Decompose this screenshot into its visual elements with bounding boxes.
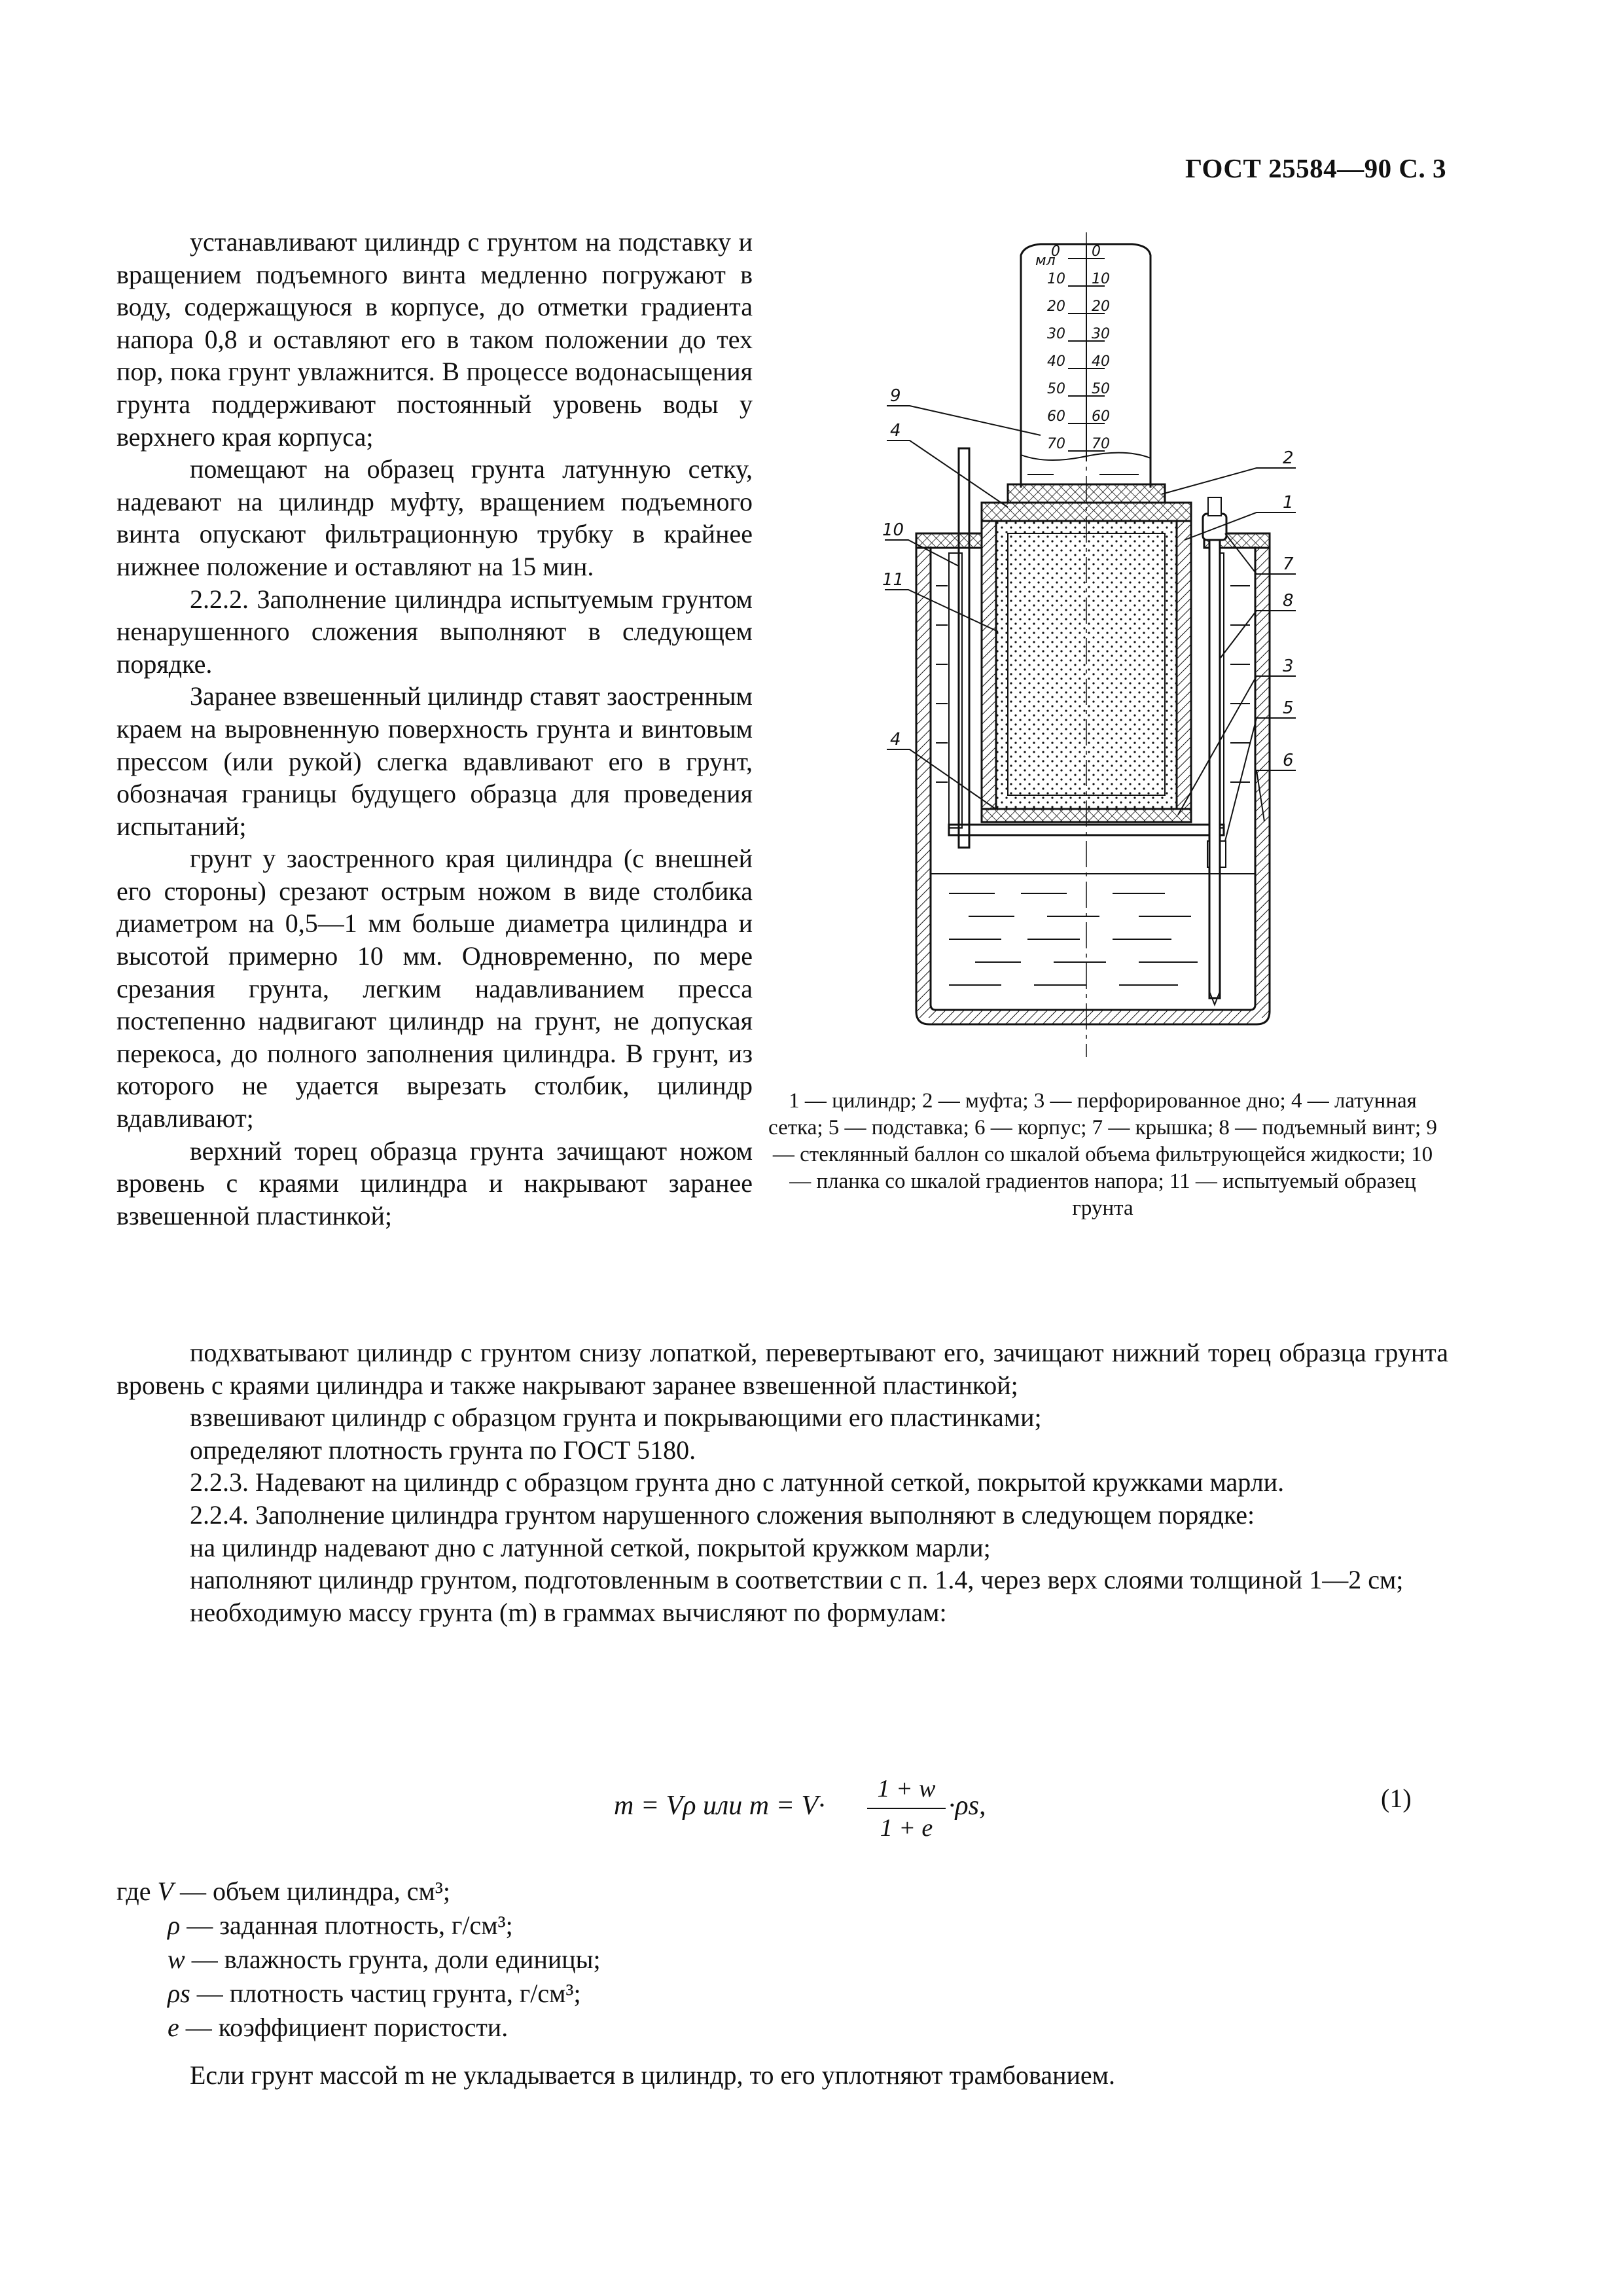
paragraph: наполняют цилиндр грунтом, подготовленным в соответствии с п. 1.4, через верх слоями толщиной 1—2 см; <box>190 1565 1404 1595</box>
definition-row <box>116 1943 1098 1977</box>
paragraph: 2.2.2. Заполнение цилиндра испытуемым грунтом ненарушенного сложения выполняют в следующем порядке. <box>116 584 753 679</box>
definition-row <box>116 2011 1098 2045</box>
apparatus-figure <box>882 232 1322 1057</box>
wide-column <box>116 1336 1448 1628</box>
definition-text: — объем цилиндра, см³; <box>179 1876 450 1906</box>
label-9: 9 <box>890 386 901 406</box>
scale-mark: 40 <box>1092 353 1110 370</box>
label-6: 6 <box>1283 751 1294 770</box>
formula-fraction <box>867 1772 946 1844</box>
scale-mark: 30 <box>1047 326 1065 342</box>
figure-caption: 1 — цилиндр; 2 — муфта; 3 — перфорированное дно; 4 — латунная сетка; 5 — подставка; 6 — корпус; 7 — крышка; 8 — подъемный винт; 9 — стеклянный баллон со шкалой объема фильтрующейся жидкости; 10 — планка со шкалой градиентов напора; 11 — испытуемый образец грунта <box>768 1089 1437 1220</box>
definition-text: — плотность частиц грунта, г/см³; <box>196 1979 581 2008</box>
definition-symbol: w <box>168 1945 185 1974</box>
label-3: 3 <box>1283 656 1294 676</box>
scale-mark: 70 <box>1092 436 1110 452</box>
definition-symbol: ρ <box>168 1910 181 1940</box>
definition-row <box>116 1909 1098 1943</box>
definition-text: — коэффициент пористости. <box>185 2013 508 2042</box>
definition-row <box>116 1977 1098 2011</box>
scale-mark: 20 <box>1092 298 1110 315</box>
scale-mark: 50 <box>1092 381 1110 397</box>
paragraph: взвешивают цилиндр с образцом грунта и покрывающими его пластинками; <box>190 1403 1042 1433</box>
page-header: ГОСТ 25584—90 С. 3 <box>1185 153 1446 183</box>
scale-mark: 10 <box>1092 271 1110 287</box>
definition-symbol: ρs <box>168 1979 190 2008</box>
definition-row <box>116 1874 1098 1909</box>
scale-mark: 20 <box>1047 298 1065 315</box>
label-4-bottom: 4 <box>890 730 901 749</box>
paragraph: верхний торец образца грунта зачищают ножом вровень с краями цилиндра и накрывают заранее взвешенной пластинкой; <box>116 1136 753 1230</box>
paragraph: подхватывают цилиндр с грунтом снизу лопаткой, перевертывают его, зачищают нижний торец образца грунта вровень с краями цилиндра и также накрывают заранее взвешенной пластинкой; <box>116 1338 1448 1400</box>
definition-text: — влажность грунта, доли единицы; <box>191 1945 601 1974</box>
paragraph: на цилиндр надевают дно с латунной сеткой, покрытой кружком марли; <box>190 1532 991 1562</box>
paragraph: Заранее взвешенный цилиндр ставят заостренным краем на выровненную поверхность грунта и винтовым прессом (или рукой) слегка вдавливают его в грунт, обозначая границы будущего образца для проведения испытаний; <box>116 681 753 841</box>
scale-mark: 40 <box>1047 353 1065 370</box>
label-7: 7 <box>1283 554 1294 574</box>
scale-marks <box>1047 243 1110 452</box>
narrow-column <box>116 226 753 1232</box>
paragraph: определяют плотность грунта по ГОСТ 5180. <box>190 1435 696 1465</box>
paragraph: необходимую массу грунта (m) в граммах вычисляют по формулам: <box>190 1597 947 1627</box>
scale-mark: 0 <box>1051 243 1060 260</box>
label-8: 8 <box>1283 591 1294 611</box>
definitions <box>116 1874 1098 2045</box>
definition-text: — заданная плотность, г/см³; <box>187 1910 513 1940</box>
formula-lhs: m = Vρ или m = V· <box>614 1791 825 1821</box>
graduated-scale <box>1035 243 1110 461</box>
label-4-top: 4 <box>890 421 901 440</box>
scale-mark: 0 <box>1092 243 1101 260</box>
paragraph: 2.2.3. Надевают на цилиндр с образцом грунта дно с латунной сеткой, покрытой кружками марли. <box>190 1467 1285 1498</box>
label-10: 10 <box>882 520 904 540</box>
label-1: 1 <box>1283 493 1294 512</box>
paragraph: грунт у заостренного края цилиндра (с внешней его стороны) срезают острым ножом в виде столбика диаметром на 0,5—1 мм больше диаметра цилиндра и высотой примерно 10 мм. Одновременно, по мере срезания грунта, легким надавливанием пресса постепенно надвигают цилиндр на грунт, не допуская перекоса, до полного заполнения цилиндра. В грунт, из которого не удается вырезать столбик, цилиндр вдавливают; <box>116 844 753 1134</box>
definitions-prefix: где <box>116 1876 151 1906</box>
formula-denominator: 1 + e <box>880 1814 933 1842</box>
formula <box>609 1772 1080 1857</box>
formula-numerator: 1 + w <box>877 1775 936 1803</box>
formula-number: (1) <box>1381 1784 1412 1813</box>
label-2: 2 <box>1283 448 1294 468</box>
label-11: 11 <box>882 570 904 590</box>
closing-sentence: Если грунт массой m не укладывается в цилиндр, то его уплотняют трамбованием. <box>190 2060 1115 2090</box>
definition-symbol: e <box>168 2013 179 2042</box>
paragraph: помещают на образец грунта латунную сетку, надевают на цилиндр муфту, вращением подъемного винта опускают фильтрационную трубку в крайнее нижнее положение и оставляют на 15 мин. <box>116 454 753 581</box>
scale-mark: 50 <box>1047 381 1065 397</box>
fraction-bar <box>867 1808 946 1809</box>
apparatus-drawing <box>882 232 1322 1057</box>
paragraph: устанавливают цилиндр с грунтом на подставку и вращением подъемного винта медленно погружают в воду, содержащуюся в корпусе, до отметки градиента напора 0,8 и оставляют его в таком положении до тех пор, пока грунт увлажнится. В процессе водонасыщения грунта поддерживают постоянный уровень воды у верхнего края корпуса; <box>116 227 753 452</box>
formula-tail: ·ρs, <box>948 1791 986 1821</box>
scale-mark: 70 <box>1047 436 1065 452</box>
scale-mark: 30 <box>1092 326 1110 342</box>
definition-symbol: V <box>157 1876 173 1906</box>
scale-mark: 10 <box>1047 271 1065 287</box>
label-5: 5 <box>1283 698 1294 718</box>
scale-mark: 60 <box>1092 408 1110 425</box>
scale-unit: мл <box>1035 253 1056 269</box>
scale-mark: 60 <box>1047 408 1065 425</box>
paragraph: 2.2.4. Заполнение цилиндра грунтом нарушенного сложения выполняют в следующем порядке: <box>190 1499 1255 1530</box>
